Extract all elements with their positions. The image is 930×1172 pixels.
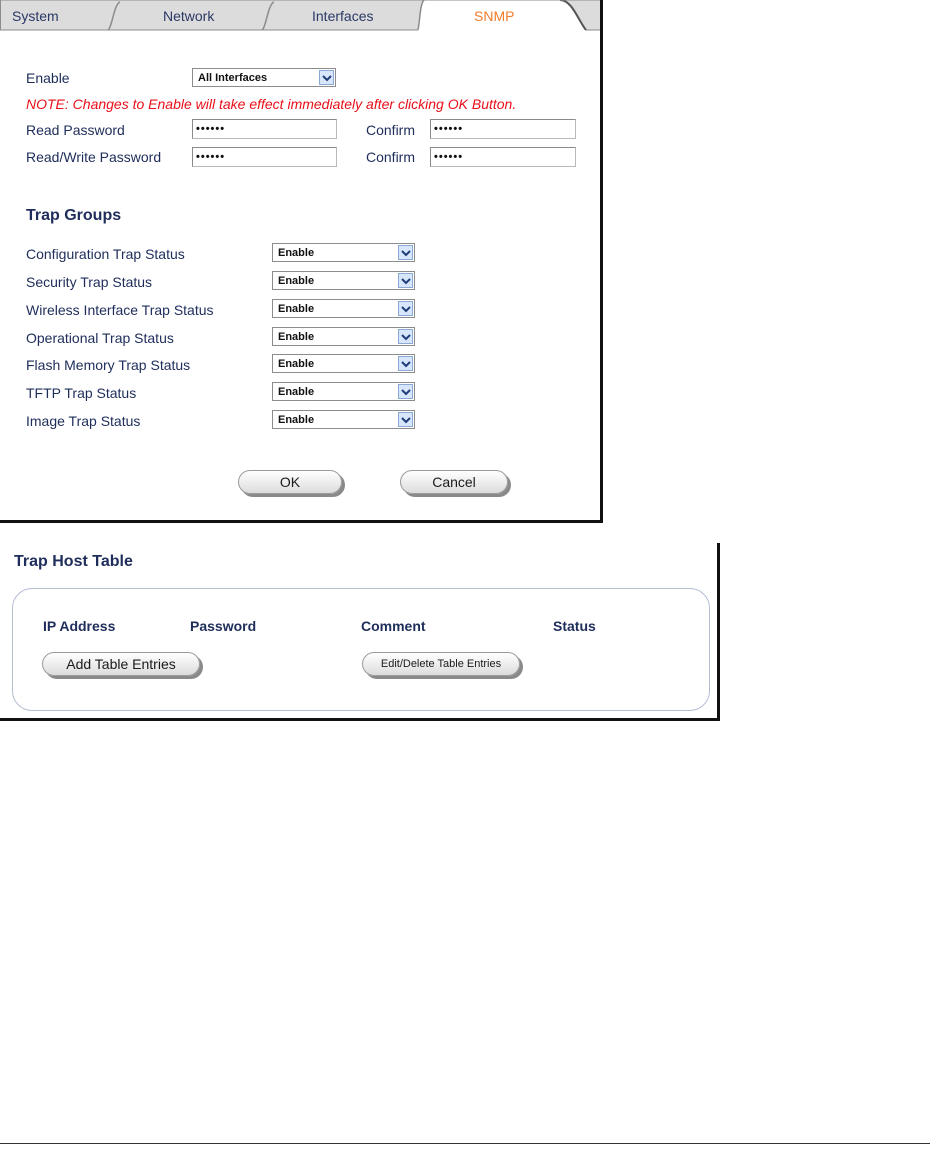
note-text: NOTE: Changes to Enable will take effect immediately after clicking OK Button. — [26, 96, 517, 112]
trap-label: Wireless Interface Trap Status — [26, 302, 214, 318]
trap-select-image[interactable] — [272, 410, 415, 429]
trap-label: TFTP Trap Status — [26, 385, 137, 401]
chevron-down-icon — [398, 384, 413, 399]
chevron-down-icon — [319, 70, 334, 85]
trap-label: Image Trap Status — [26, 413, 141, 429]
rw-password-label: Read/Write Password — [26, 149, 162, 165]
column-password: Password — [190, 618, 257, 634]
chevron-down-icon — [398, 329, 413, 344]
add-table-entries-button[interactable]: Add Table Entries — [42, 652, 200, 676]
trap-select-value: Enable — [278, 414, 315, 426]
trap-host-title: Trap Host Table — [14, 553, 133, 570]
tab-interfaces[interactable]: Interfaces — [312, 8, 374, 24]
cancel-button[interactable]: Cancel — [400, 470, 508, 494]
read-password-value: •••••• — [196, 123, 226, 135]
trap-host-box — [12, 588, 710, 711]
column-status: Status — [553, 618, 596, 634]
trap-select-operational[interactable] — [272, 327, 415, 346]
enable-select[interactable] — [192, 68, 336, 87]
read-confirm-value: •••••• — [434, 123, 464, 135]
rw-confirm-label: Confirm — [366, 149, 416, 165]
tab-network[interactable]: Network — [163, 8, 215, 24]
column-comment: Comment — [361, 618, 426, 634]
trap-select-value: Enable — [278, 331, 315, 343]
tab-snmp[interactable]: SNMP — [474, 8, 515, 24]
rw-confirm-value: •••••• — [434, 151, 464, 163]
chevron-down-icon — [398, 245, 413, 260]
footer-divider — [0, 1143, 930, 1144]
read-confirm-input[interactable] — [430, 119, 576, 139]
chevron-down-icon — [398, 356, 413, 371]
trap-select-security[interactable] — [272, 271, 415, 290]
trap-select-tftp[interactable] — [272, 382, 415, 401]
column-ip-address: IP Address — [43, 618, 116, 634]
trap-select-value: Enable — [278, 275, 315, 287]
read-password-label: Read Password — [26, 122, 125, 138]
trap-select-value: Enable — [278, 247, 315, 259]
enable-select-value: All Interfaces — [198, 72, 268, 84]
chevron-down-icon — [398, 301, 413, 316]
trap-select-wireless[interactable] — [272, 299, 415, 318]
trap-select-configuration[interactable] — [272, 243, 415, 262]
read-confirm-label: Confirm — [366, 122, 416, 138]
ok-button[interactable]: OK — [238, 470, 342, 494]
chevron-down-icon — [398, 273, 413, 288]
trap-label: Operational Trap Status — [26, 330, 174, 346]
trap-label: Security Trap Status — [26, 274, 153, 290]
trap-select-value: Enable — [278, 386, 315, 398]
trap-select-flash[interactable] — [272, 354, 415, 373]
trap-select-value: Enable — [278, 358, 315, 370]
trap-select-value: Enable — [278, 303, 315, 315]
rw-confirm-input[interactable] — [430, 147, 576, 167]
snmp-panel — [0, 0, 603, 523]
trap-label: Configuration Trap Status — [26, 246, 185, 262]
edit-delete-table-entries-button[interactable]: Edit/Delete Table Entries — [362, 652, 520, 676]
rw-password-value: •••••• — [196, 151, 226, 163]
tab-bar — [0, 0, 600, 30]
enable-label: Enable — [26, 70, 70, 86]
chevron-down-icon — [398, 412, 413, 427]
read-password-input[interactable] — [192, 119, 337, 139]
trap-label: Flash Memory Trap Status — [26, 357, 191, 373]
trap-groups-title: Trap Groups — [26, 207, 122, 224]
trap-host-panel — [0, 543, 720, 721]
tab-system[interactable]: System — [12, 8, 59, 24]
rw-password-input[interactable] — [192, 147, 337, 167]
